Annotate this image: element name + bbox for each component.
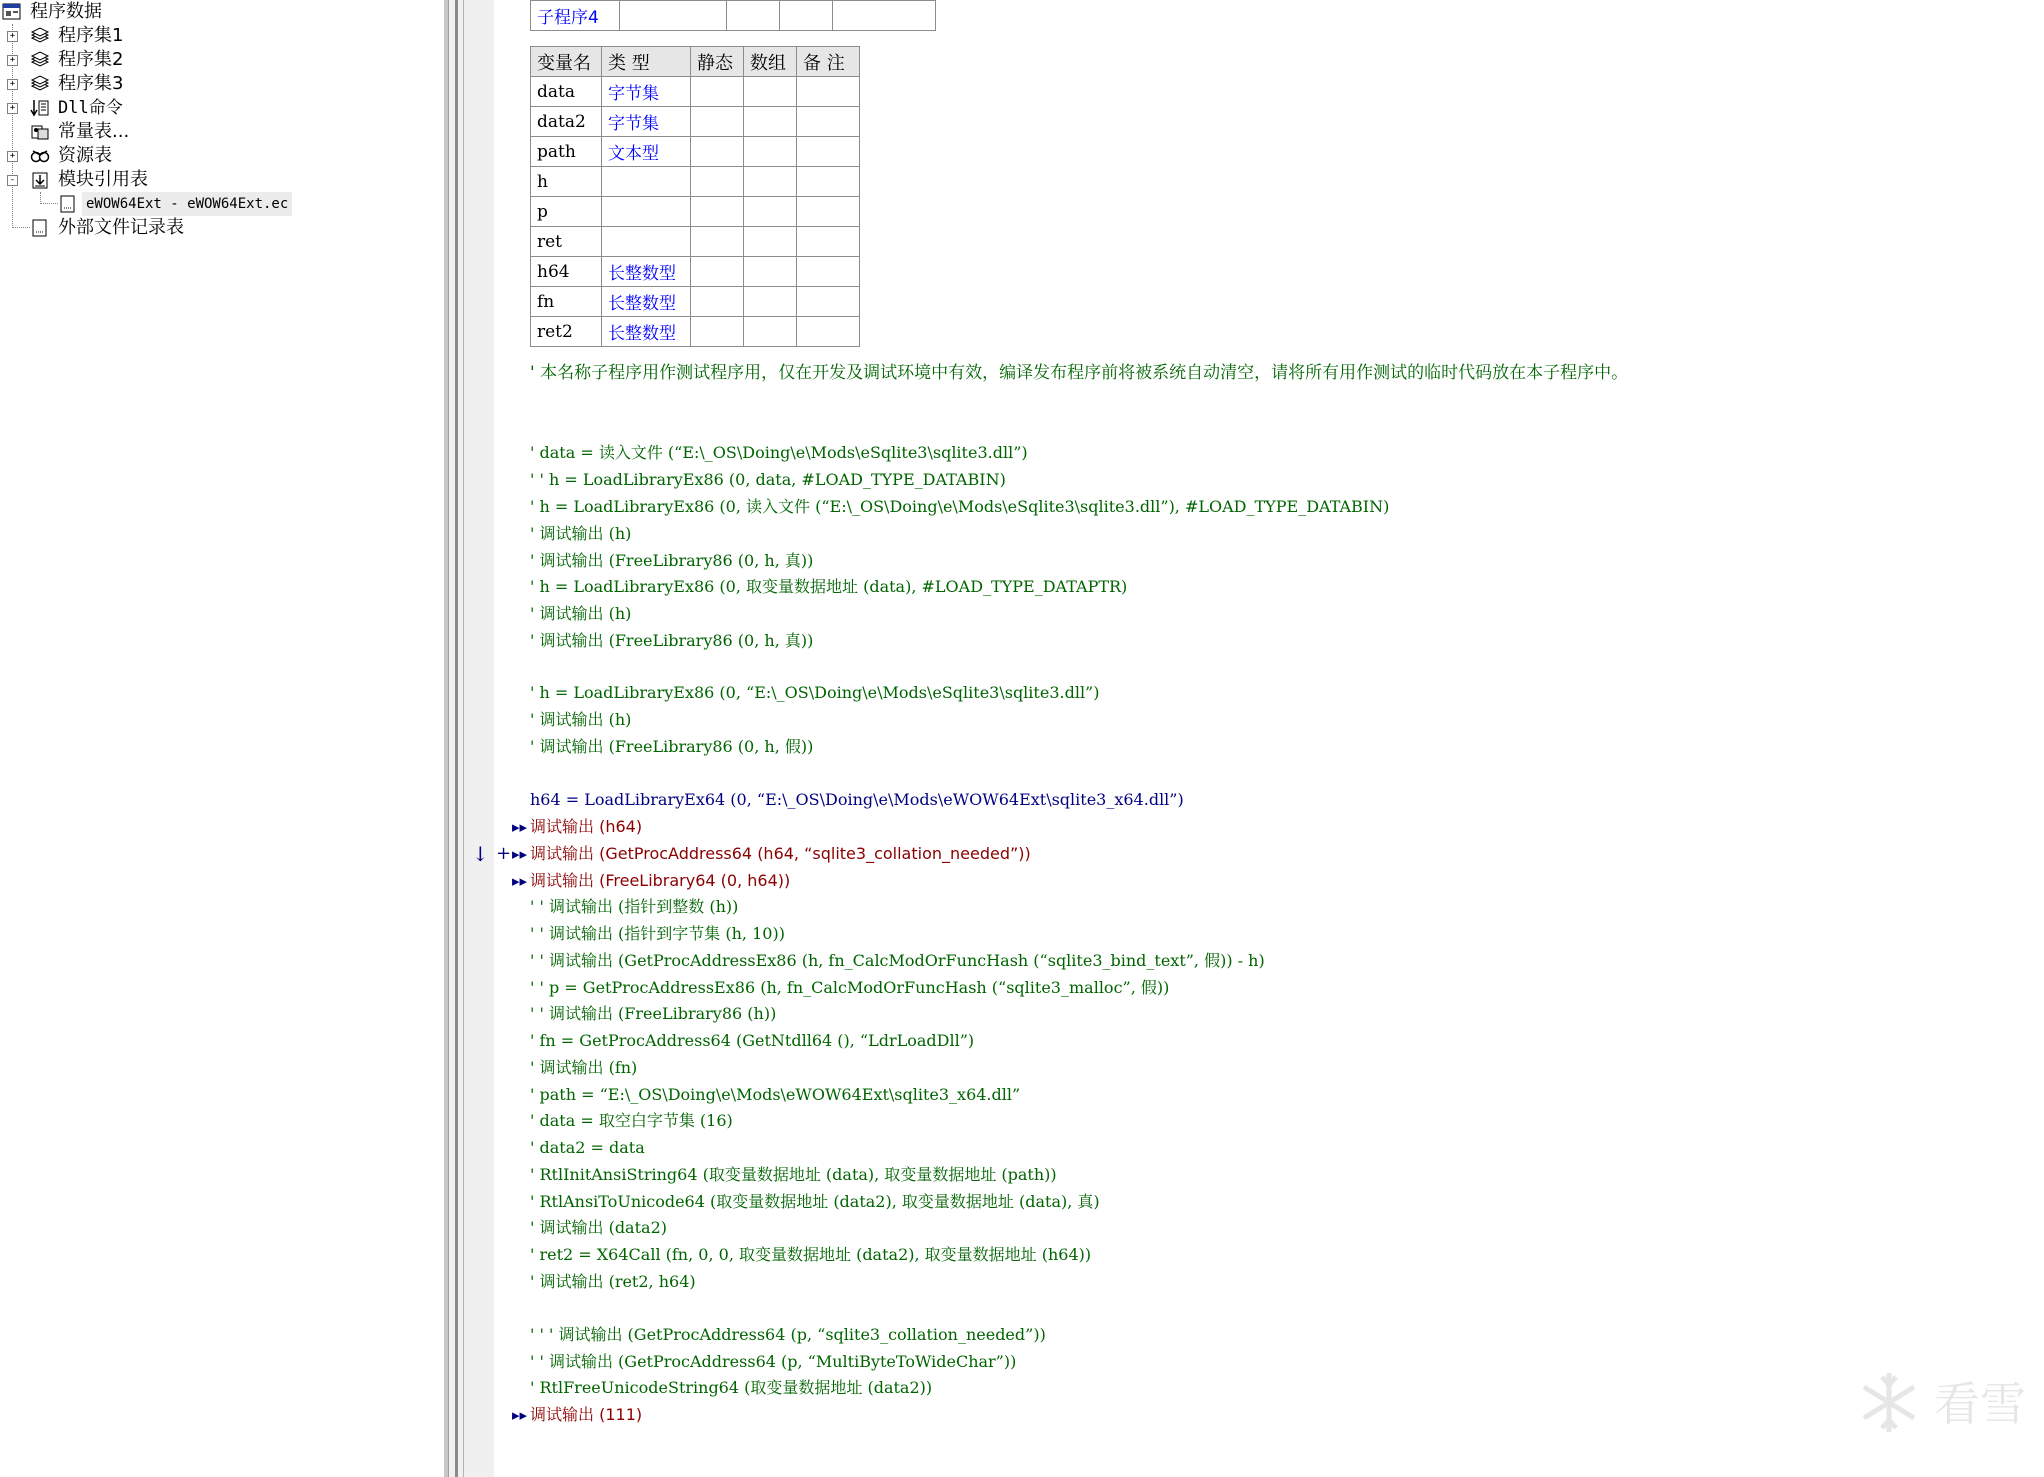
variable-type[interactable] [602, 197, 691, 227]
variable-row[interactable] [531, 287, 860, 317]
dll-command-icon [30, 98, 50, 118]
variable-note[interactable] [797, 317, 860, 347]
variable-type[interactable] [602, 227, 691, 257]
subroutine-note-comment[interactable]: ' 本名称子程序用作测试程序用，仅在开发及调试环境中有效，编译发布程序前将被系统自动清空，请将所有用作测试的临时代码放在本子程序中。 [530, 363, 1629, 383]
subroutine-easy[interactable] [780, 1, 833, 31]
code-comment-line[interactable]: ' ' 调试输出 (指针到字节集 (h, 10)) [530, 924, 785, 943]
code-comment-line[interactable]: ' 调试输出 (FreeLibrary86 (0, h, 真)) [530, 551, 814, 570]
tree-item-label: 程序集3 [58, 73, 124, 94]
tree-item-module3[interactable] [0, 72, 440, 96]
variable-type[interactable] [602, 167, 691, 197]
splitter-bar [455, 0, 458, 1477]
code-comment-line[interactable]: ' 调试输出 (fn) [530, 1058, 638, 1077]
tree-item-module1[interactable] [0, 24, 440, 48]
variable-row[interactable] [531, 227, 860, 257]
run-marker-icon: ▸▸ [512, 872, 528, 890]
code-comment-line[interactable]: ' ' 调试输出 (GetProcAddress64 (p, “MultiByteToWideChar”)) [530, 1352, 1017, 1371]
variable-note[interactable] [797, 227, 860, 257]
variable-static[interactable] [691, 287, 744, 317]
tree-item-label: 资源表 [58, 145, 112, 166]
tree-item-label: 程序集1 [58, 25, 124, 46]
variable-static[interactable] [691, 167, 744, 197]
variable-array[interactable] [744, 197, 797, 227]
variable-static[interactable] [691, 227, 744, 257]
variable-type[interactable]: 字节集 [602, 107, 691, 137]
code-comment-line[interactable]: ' 调试输出 (ret2, h64) [530, 1272, 696, 1291]
code-comment-line[interactable]: ' RtlInitAnsiString64 (取变量数据地址 (data), 取变量数据地址 (path)) [530, 1165, 1057, 1184]
variable-name[interactable]: data [531, 77, 602, 107]
resource-icon [30, 146, 50, 166]
code-comment-line[interactable]: ' data = 读入文件 (“E:\_OS\Doing\e\Mods\eSqlite3\sqlite3.dll”) [530, 443, 1028, 462]
tree-item-external-files[interactable] [0, 216, 440, 240]
code-comment-line[interactable]: ' path = “E:\_OS\Doing\e\Mods\eWOW64Ext\sqlite3_x64.dll” [530, 1085, 1021, 1104]
tree-item-label: 程序集2 [58, 49, 124, 70]
tree-item-module2[interactable] [0, 48, 440, 72]
variable-row[interactable] [531, 137, 860, 167]
variable-array[interactable] [744, 287, 797, 317]
splitter-edge [444, 0, 449, 1477]
panel-splitter[interactable] [444, 0, 494, 1477]
code-comment-line[interactable]: ' ' 调试输出 (GetProcAddressEx86 (h, fn_CalcModOrFuncHash (“sqlite3_bind_text”, 假)) - h) [530, 951, 1265, 970]
current-line-arrow-icon: ↓ [472, 842, 489, 866]
variable-row[interactable] [531, 107, 860, 137]
subroutine-name[interactable]: 子程序4 [531, 1, 620, 31]
tree-root-label: 程序数据 [30, 1, 102, 22]
expand-plus-icon[interactable]: + [496, 843, 512, 864]
var-header-array: 数组 [744, 47, 797, 77]
variable-array[interactable] [744, 257, 797, 287]
variable-name[interactable]: p [531, 197, 602, 227]
variable-note[interactable] [797, 257, 860, 287]
splitter-edge [463, 0, 464, 1477]
variable-array[interactable] [744, 317, 797, 347]
tree-item-ewow64ext[interactable] [0, 192, 440, 216]
document-icon [58, 194, 78, 214]
variable-type[interactable]: 长整数型 [602, 317, 691, 347]
module-stack-icon [30, 26, 50, 46]
variable-note[interactable] [797, 197, 860, 227]
code-comment-line[interactable]: ' 调试输出 (data2) [530, 1218, 667, 1237]
tree-item-module-refs[interactable] [0, 168, 440, 192]
code-comment-line[interactable]: ' fn = GetProcAddress64 (GetNtdll64 (), “LdrLoadDll”) [530, 1031, 975, 1050]
code-statement-line[interactable]: 调试输出 (h64) [530, 817, 643, 836]
variable-row[interactable] [531, 317, 860, 347]
var-header-name: 变量名 [531, 47, 602, 77]
code-comment-line[interactable]: ' h = LoadLibraryEx86 (0, 取变量数据地址 (data), #LOAD_TYPE_DATAPTR) [530, 577, 1128, 596]
expand-toggle-icon[interactable]: + [7, 55, 18, 66]
expand-toggle-icon[interactable]: + [7, 151, 18, 162]
variable-row[interactable] [531, 77, 860, 107]
run-marker-icon: ▸▸ [512, 1406, 528, 1424]
variable-name[interactable]: path [531, 137, 602, 167]
code-comment-line[interactable]: ' RtlAnsiToUnicode64 (取变量数据地址 (data2), 取变量数据地址 (data), 真) [530, 1192, 1100, 1211]
variable-name[interactable]: data2 [531, 107, 602, 137]
variable-note[interactable] [797, 167, 860, 197]
variable-type[interactable]: 长整数型 [602, 287, 691, 317]
variable-name[interactable]: fn [531, 287, 602, 317]
variable-static[interactable] [691, 107, 744, 137]
program-data-icon [2, 2, 22, 22]
variable-array[interactable] [744, 77, 797, 107]
variable-array[interactable] [744, 227, 797, 257]
code-comment-line[interactable]: ' 调试输出 (FreeLibrary86 (0, h, 假)) [530, 737, 814, 756]
code-comment-line[interactable]: ' ' h = LoadLibraryEx86 (0, data, #LOAD_TYPE_DATABIN) [530, 470, 1006, 489]
expand-toggle-icon[interactable]: + [7, 103, 18, 114]
variable-array[interactable] [744, 107, 797, 137]
code-comment-line[interactable]: ' h = LoadLibraryEx86 (0, “E:\_OS\Doing\e\Mods\eSqlite3\sqlite3.dll”) [530, 683, 1100, 702]
code-comment-line[interactable]: ' 调试输出 (h) [530, 604, 632, 623]
kanxue-watermark-logo [1854, 1365, 2044, 1440]
variable-row[interactable] [531, 257, 860, 287]
variable-static[interactable] [691, 317, 744, 347]
var-header-static: 静态 [691, 47, 744, 77]
variable-note[interactable] [797, 137, 860, 167]
code-statement-line[interactable]: 调试输出 (GetProcAddress64 (h64, “sqlite3_collation_needed”)) [530, 844, 1031, 863]
var-header-type: 类 型 [602, 47, 691, 77]
variable-array[interactable] [744, 167, 797, 197]
tree-item-resources[interactable] [0, 144, 440, 168]
code-comment-line[interactable]: ' data = 取空白字节集 (16) [530, 1111, 733, 1130]
code-comment-line[interactable]: ' 调试输出 (h) [530, 524, 632, 543]
run-marker-icon: ▸▸ [512, 845, 528, 863]
watermark-text: 看雪 [1934, 1377, 2026, 1431]
module-reference-icon [30, 170, 50, 190]
code-statement-line[interactable]: h64 = LoadLibraryEx64 (0, “E:\_OS\Doing\e\Mods\eWOW64Ext\sqlite3_x64.dll”) [530, 790, 1184, 809]
document-icon [30, 218, 50, 238]
variable-row[interactable] [531, 167, 860, 197]
variable-static[interactable] [691, 137, 744, 167]
tree-item-dll-commands[interactable] [0, 96, 440, 120]
variable-name[interactable]: ret [531, 227, 602, 257]
module-stack-icon [30, 50, 50, 70]
variable-note[interactable] [797, 107, 860, 137]
tree-item-label: 模块引用表 [58, 169, 148, 190]
code-statement-line[interactable]: 调试输出 (FreeLibrary64 (0, h64)) [530, 871, 791, 890]
variable-type[interactable]: 字节集 [602, 77, 691, 107]
local-variable-table [530, 46, 860, 347]
expand-toggle-icon[interactable]: + [7, 79, 18, 90]
variable-name[interactable]: h64 [531, 257, 602, 287]
variable-static[interactable] [691, 257, 744, 287]
code-comment-line[interactable]: ' 调试输出 (FreeLibrary86 (0, h, 真)) [530, 631, 814, 650]
module-stack-icon [30, 74, 50, 94]
subroutine-note[interactable] [833, 1, 936, 31]
code-comment-line[interactable]: ' RtlFreeUnicodeString64 (取变量数据地址 (data2)) [530, 1378, 933, 1397]
code-comment-line[interactable]: ' ' 调试输出 (指针到整数 (h)) [530, 897, 739, 916]
expand-toggle-icon[interactable]: + [7, 31, 18, 42]
program-tree-panel [0, 0, 444, 1477]
tree-item-label: 常量表... [58, 121, 130, 142]
variable-array[interactable] [744, 137, 797, 167]
tree-item-label: 外部文件记录表 [58, 217, 184, 238]
code-statement-line[interactable]: 调试输出 (111) [530, 1405, 643, 1424]
code-comment-line[interactable]: ' ' p = GetProcAddressEx86 (h, fn_CalcModOrFuncHash (“sqlite3_malloc”, 假)) [530, 978, 1170, 997]
variable-type[interactable]: 文本型 [602, 137, 691, 167]
code-comment-line[interactable]: ' ' ' 调试输出 (GetProcAddress64 (p, “sqlite3_collation_needed”)) [530, 1325, 1046, 1344]
variable-note[interactable] [797, 77, 860, 107]
variable-row[interactable] [531, 197, 860, 227]
code-editor[interactable] [472, 0, 2026, 1477]
variable-name[interactable]: h [531, 167, 602, 197]
code-comment-line[interactable]: ' 调试输出 (h) [530, 710, 632, 729]
subroutine-return-type[interactable] [620, 1, 727, 31]
run-marker-icon: ▸▸ [512, 818, 528, 836]
tree-item-constants[interactable] [0, 120, 440, 144]
variable-static[interactable] [691, 77, 744, 107]
collapse-toggle-icon[interactable]: - [7, 175, 18, 186]
code-comment-line[interactable]: ' ret2 = X64Call (fn, 0, 0, 取变量数据地址 (data2), 取变量数据地址 (h64)) [530, 1245, 1092, 1264]
code-comment-line[interactable]: ' h = LoadLibraryEx86 (0, 读入文件 (“E:\_OS\Doing\e\Mods\eSqlite3\sqlite3.dll”), #LOAD_TYPE_DATABIN) [530, 497, 1390, 516]
subroutine-public[interactable] [727, 1, 780, 31]
variable-static[interactable] [691, 197, 744, 227]
variable-name[interactable]: ret2 [531, 317, 602, 347]
variable-type[interactable]: 长整数型 [602, 257, 691, 287]
var-header-note: 备 注 [797, 47, 860, 77]
constant-table-icon [30, 122, 50, 142]
tree-item-label: Dll命令 [58, 98, 123, 118]
code-comment-line[interactable]: ' data2 = data [530, 1138, 645, 1157]
variable-note[interactable] [797, 287, 860, 317]
subroutine-table [530, 0, 936, 31]
tree-item-label: eWOW64Ext - eWOW64Ext.ec [82, 192, 292, 216]
code-comment-line[interactable]: ' ' 调试输出 (FreeLibrary86 (h)) [530, 1004, 777, 1023]
